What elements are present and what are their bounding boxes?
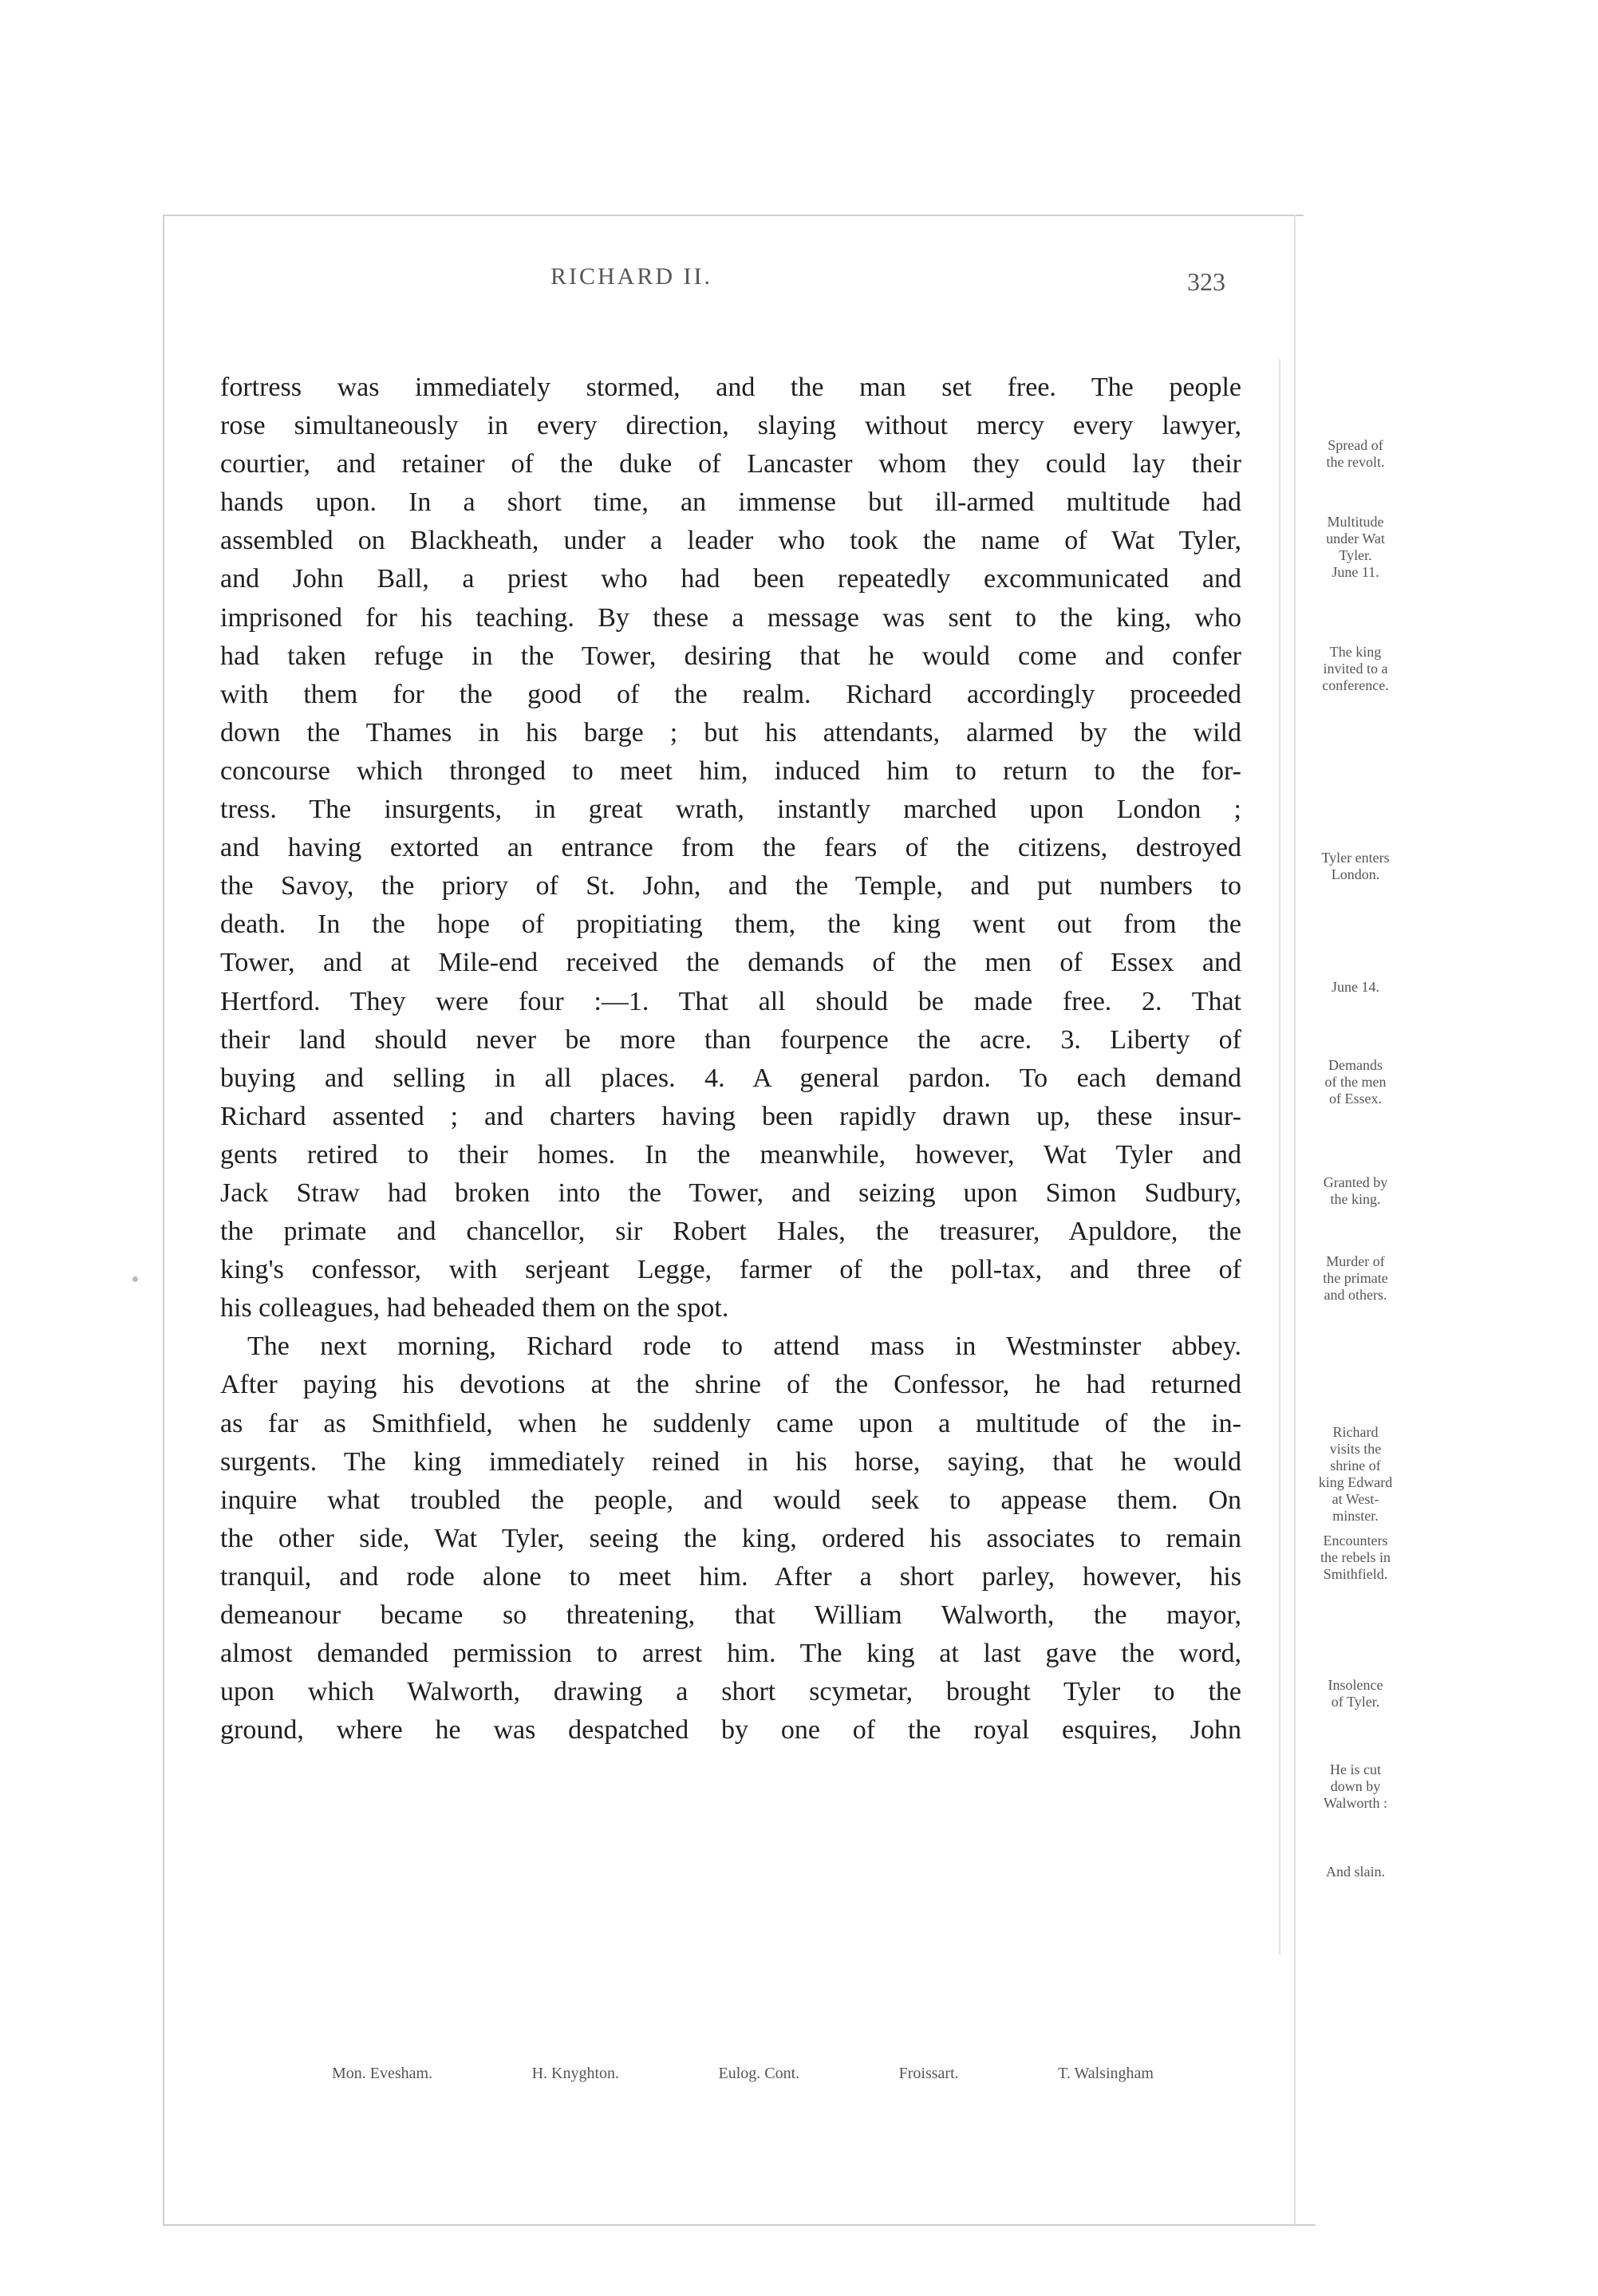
source-citation: H. Knyghton.	[531, 2065, 620, 2082]
text-line: their land should never be more than fourpence the acre. 3. Liberty of	[220, 1024, 1241, 1055]
text-line: tranquil, and rode alone to meet him. After a short parley, however, his	[220, 1561, 1241, 1592]
margin-note-line: Spread of	[1328, 437, 1383, 453]
source-citation: T. Walsingham	[1058, 2065, 1154, 2082]
page-frame-top	[163, 215, 1304, 216]
margin-note-line: Insolence	[1328, 1677, 1383, 1693]
margin-note	[1280, 644, 1431, 694]
source-citations	[332, 2065, 1154, 2083]
margin-note-line: invited to a	[1323, 661, 1388, 677]
margin-note-line: and others.	[1324, 1287, 1387, 1303]
margin-note-line: Encounters	[1323, 1533, 1388, 1548]
margin-note-line: June 14.	[1332, 979, 1379, 995]
text-line: the primate and chancellor, sir Robert Hales, the treasurer, Apuldore, the	[220, 1217, 1241, 1247]
margin-note-line: June 11.	[1332, 564, 1379, 580]
text-line: the other side, Wat Tyler, seeing the king, ordered his associates to remain	[220, 1523, 1241, 1553]
text-line: hands upon. In a short time, an immense but ill-armed multitude had	[220, 487, 1241, 518]
margin-note	[1280, 850, 1431, 883]
margin-note	[1280, 1253, 1431, 1304]
margin-note-line: shrine of	[1330, 1458, 1381, 1473]
margin-note	[1280, 1761, 1431, 1812]
margin-note-line: Granted by	[1323, 1174, 1388, 1190]
margin-note	[1280, 437, 1431, 471]
margin-note-line: He is cut	[1330, 1761, 1381, 1777]
margin-note-line: visits the	[1329, 1441, 1382, 1457]
text-line: upon which Walworth, drawing a short scymetar, brought Tyler to the	[220, 1677, 1241, 1707]
margin-note	[1280, 979, 1431, 996]
margin-note-line: Smithfield.	[1323, 1566, 1388, 1582]
margin-note	[1280, 1057, 1431, 1107]
margin-note-line: the primate	[1323, 1270, 1388, 1286]
text-line: Richard assented ; and charters having been rapidly drawn up, these insur-	[220, 1101, 1241, 1131]
text-line: Hertford. They were four :—1. That all should be made free. 2. That	[220, 986, 1241, 1016]
text-line: ground, where he was despatched by one of the royal esquires, John	[220, 1715, 1241, 1746]
margin-note	[1280, 1174, 1431, 1208]
margin-note-line: of Essex.	[1329, 1091, 1382, 1107]
margin-note-line: Demands	[1328, 1057, 1383, 1073]
text-line: and having extorted an entrance from the fears of the citizens, destroyed	[220, 833, 1241, 863]
text-line: buying and selling in all places. 4. A general pardon. To each demand	[220, 1063, 1241, 1093]
margin-note	[1280, 1677, 1431, 1710]
source-citation: Froissart.	[898, 2065, 959, 2082]
margin-note-line: Tyler enters	[1321, 850, 1390, 866]
margin-note-line: Multitude	[1327, 514, 1384, 530]
text-line: almost demanded permission to arrest him. The king at last gave the word,	[220, 1639, 1241, 1669]
text-line: the Savoy, the priory of St. John, and the Temple, and put numbers to	[220, 871, 1241, 901]
source-citation: Mon. Evesham.	[332, 2065, 433, 2082]
text-line: tress. The insurgents, in great wrath, instantly marched upon London ;	[220, 795, 1241, 825]
margin-note-line: minster.	[1332, 1508, 1379, 1524]
text-line: with them for the good of the realm. Richard accordingly proceeded	[220, 679, 1241, 709]
margin-note-line: of Tyler.	[1331, 1694, 1380, 1710]
page-frame-left	[163, 215, 164, 2225]
text-line: fortress was immediately stormed, and the man set free. The people	[220, 373, 1241, 402]
running-head: RICHARD II.	[550, 263, 712, 290]
text-line: After paying his devotions at the shrine of the Confessor, he had returned	[220, 1370, 1241, 1400]
margin-note-line: the rebels in	[1320, 1549, 1391, 1565]
margin-note	[1280, 1864, 1431, 1880]
margin-note-line: at West-	[1332, 1491, 1379, 1507]
margin-note-line: The king	[1329, 644, 1382, 660]
page-frame-bottom	[163, 2224, 1316, 2226]
body-text	[220, 369, 1241, 1750]
text-line: rose simultaneously in every direction, slaying without mercy every lawyer,	[220, 411, 1241, 441]
margin-note-line: Walworth :	[1323, 1795, 1388, 1811]
text-line: assembled on Blackheath, under a leader who took the name of Wat Tyler,	[220, 526, 1241, 556]
text-line: and John Ball, a priest who had been repeatedly excommunicated and	[220, 564, 1241, 594]
text-line: The next morning, Richard rode to attend mass in Westminster abbey.	[247, 1331, 1241, 1362]
margin-note-line: Tyler.	[1339, 547, 1372, 563]
text-line: concourse which thronged to meet him, induced him to return to the for-	[220, 755, 1241, 786]
source-citation: Eulog. Cont.	[718, 2065, 800, 2082]
text-line: inquire what troubled the people, and would seek to appease them. On	[220, 1485, 1241, 1515]
margin-note-line: Richard	[1332, 1424, 1379, 1440]
ink-speck	[132, 1276, 138, 1282]
text-line: his colleagues, had beheaded them on the spot.	[220, 1293, 729, 1324]
text-line: down the Thames in his barge ; but his attendants, alarmed by the wild	[220, 717, 1241, 748]
text-line: imprisoned for his teaching. By these a message was sent to the king, who	[220, 602, 1241, 633]
margin-note-line: king Edward	[1318, 1474, 1393, 1490]
margin-note-line: conference.	[1322, 677, 1389, 693]
margin-note-line: the revolt.	[1326, 454, 1385, 470]
margin-note-line: London.	[1331, 866, 1380, 882]
text-line: surgents. The king immediately reined in his horse, saying, that he would	[220, 1446, 1241, 1477]
margin-note-line: down by	[1330, 1778, 1381, 1794]
margin-rule	[1279, 359, 1280, 1955]
page-number: 323	[1187, 267, 1225, 296]
text-line: demeanour became so threatening, that William Walworth, the mayor,	[220, 1600, 1241, 1630]
margin-note	[1280, 1424, 1431, 1525]
margin-note-line: the king.	[1330, 1191, 1381, 1207]
text-line: death. In the hope of propitiating them, the king went out from the	[220, 909, 1241, 940]
margin-note-line: of the men	[1324, 1074, 1387, 1090]
text-line: Jack Straw had broken into the Tower, and seizing upon Simon Sudbury,	[220, 1178, 1241, 1208]
text-line: courtier, and retainer of the duke of Lancaster whom they could lay their	[220, 449, 1241, 479]
text-line: gents retired to their homes. In the meanwhile, however, Wat Tyler and	[220, 1139, 1241, 1170]
margin-note-line: Murder of	[1326, 1253, 1385, 1269]
text-line: Tower, and at Mile-end received the demands of the men of Essex and	[220, 948, 1241, 978]
text-line: king's confessor, with serjeant Legge, farmer of the poll-tax, and three of	[220, 1255, 1241, 1285]
margin-note-line: And slain.	[1326, 1864, 1385, 1880]
text-line: had taken refuge in the Tower, desiring that he would come and confer	[220, 641, 1241, 671]
text-line: as far as Smithfield, when he suddenly came upon a multitude of the in-	[220, 1408, 1241, 1438]
margin-note	[1280, 1533, 1431, 1583]
margin-note-line: under Wat	[1326, 531, 1385, 546]
margin-note	[1280, 514, 1431, 581]
